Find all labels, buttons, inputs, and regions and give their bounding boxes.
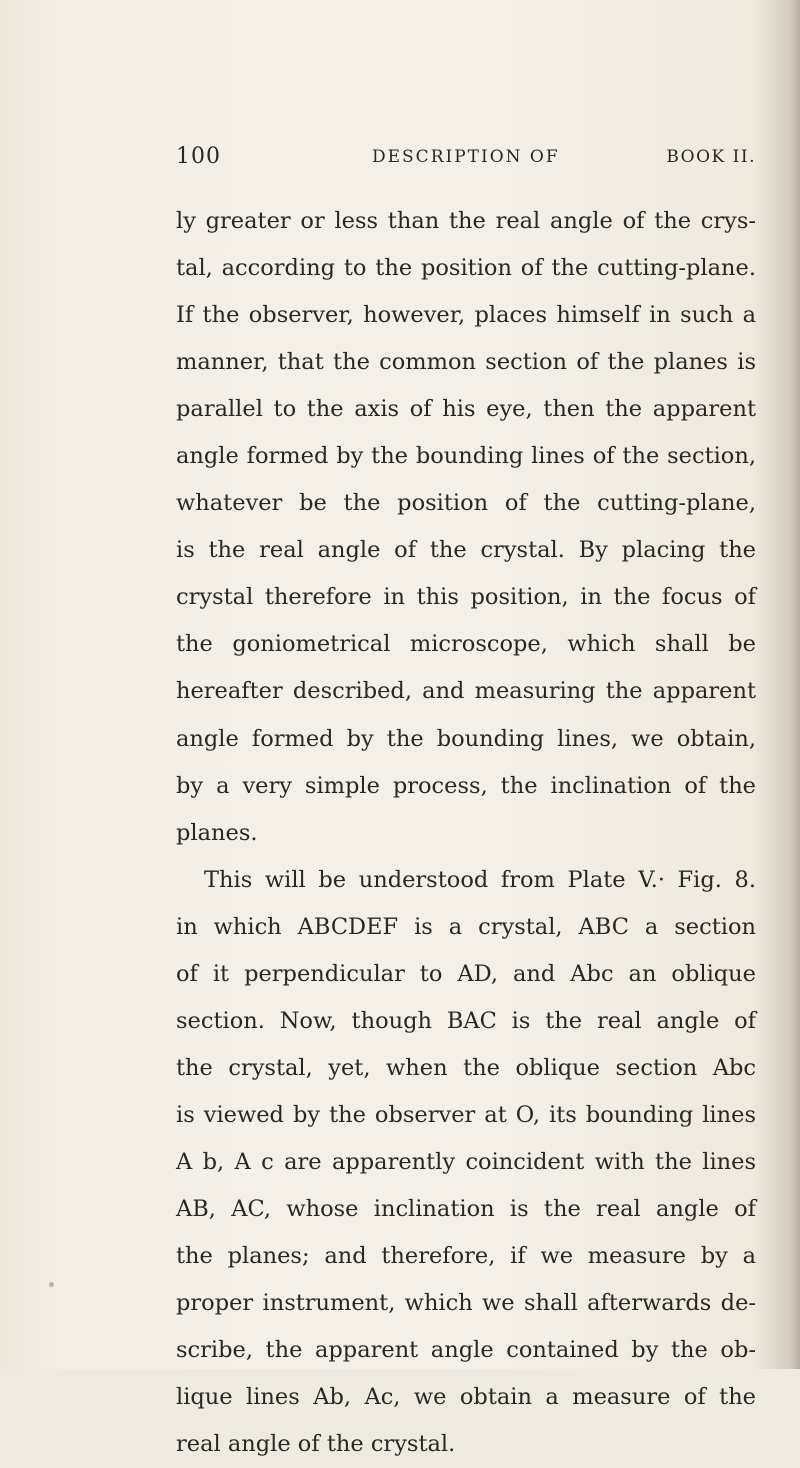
text-line: whatever be the position of the cutting-plane, (176, 490, 756, 517)
page-edge-shadow (790, 0, 800, 1369)
text-line: proper instrument, which we shall afterwards de- (176, 1290, 756, 1317)
text-line: real angle of the crystal. (176, 1431, 456, 1458)
text-line: section. Now, though BAC is the real angle of (176, 1007, 756, 1034)
paper-speck (49, 1282, 54, 1287)
text-line: the goniometrical microscope, which shall be (176, 631, 756, 658)
text-line: angle formed by the bounding lines, we obtain, (176, 725, 756, 752)
paragraph-2 (176, 857, 756, 1468)
text-line: manner, that the common section of the planes is (176, 349, 756, 376)
text-line: of it perpendicular to AD, and Abc an oblique (176, 960, 756, 987)
text-line: by a very simple process, the inclination of the (176, 772, 756, 799)
text-line: tal, according to the position of the cutting-plane. (176, 255, 756, 282)
text-line: crystal therefore in this position, in the focus of (176, 584, 756, 611)
running-head (176, 144, 756, 174)
page-number: 100 (176, 144, 221, 169)
text-line: is the real angle of the crystal. By placing the (176, 537, 756, 564)
text-line: If the observer, however, places himself in such a (176, 302, 756, 329)
text-line: ly greater or less than the real angle of the crys- (176, 208, 756, 234)
text-line: hereafter described, and measuring the apparent (176, 678, 756, 705)
text-line: the crystal, yet, when the oblique section Abc (176, 1054, 756, 1081)
text-line: angle formed by the bounding lines of the section, (176, 443, 756, 470)
text-line: scribe, the apparent angle contained by the ob- (176, 1337, 756, 1364)
text-line: the planes; and therefore, if we measure by a (176, 1243, 756, 1270)
text-line: This will be understood from Plate V.· Fig. 8. (204, 866, 756, 893)
running-title: DESCRIPTION OF (372, 147, 560, 167)
text-line: in which ABCDEF is a crystal, ABC a section (176, 913, 756, 940)
body-text (176, 198, 756, 1468)
paragraph-1 (176, 198, 756, 857)
text-line: A b, A c are apparently coincident with the lines (176, 1148, 756, 1175)
text-line: parallel to the axis of his eye, then the apparent (176, 396, 756, 423)
text-line: AB, AC, whose inclination is the real angle of (176, 1195, 756, 1222)
text-line: is viewed by the observer at O, its bounding lines (176, 1101, 756, 1128)
text-line: lique lines Ab, Ac, we obtain a measure of the (176, 1384, 756, 1411)
text-line: planes. (176, 819, 258, 846)
book-label: BOOK II. (666, 147, 756, 167)
